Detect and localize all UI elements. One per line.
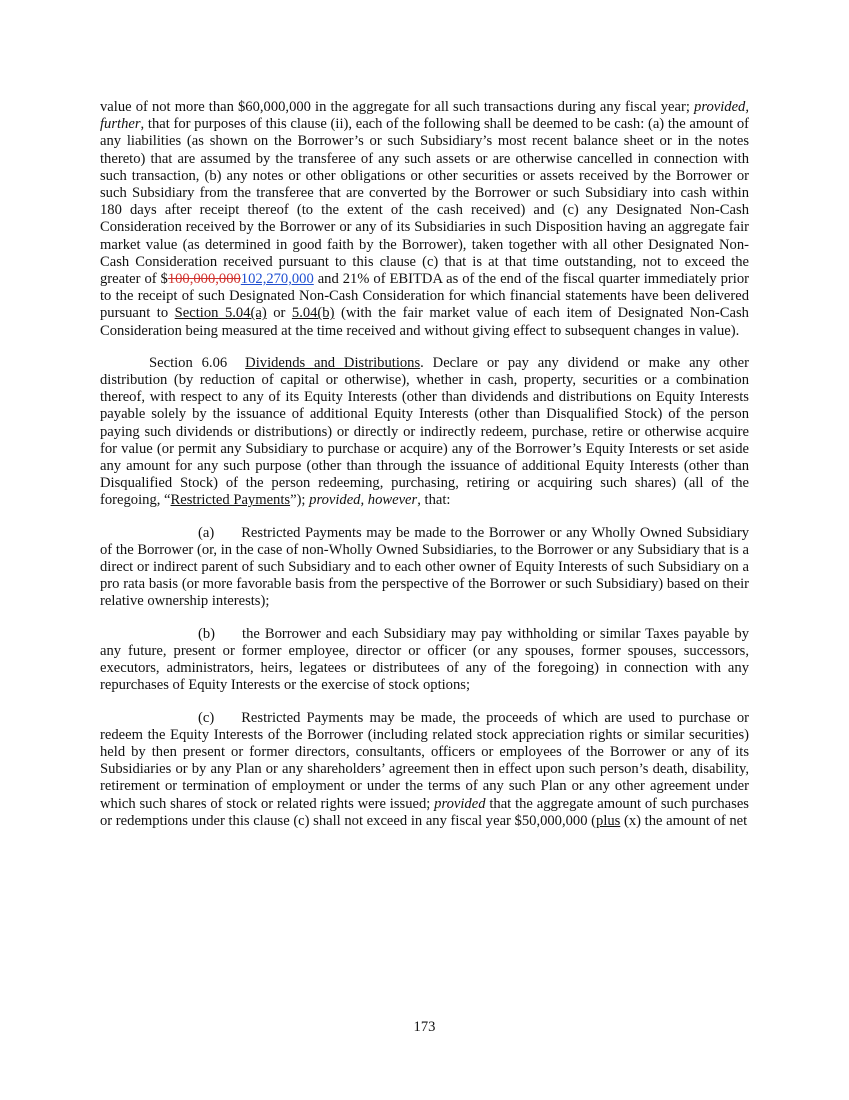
italic-run: provided, however: [309, 492, 418, 509]
clause-label: (a): [198, 524, 215, 541]
paragraph-noncash-consideration: [100, 99, 749, 340]
document-page: [100, 99, 749, 845]
clause-text: (x) the amount of net: [620, 812, 748, 829]
clause-c-paragraph: [100, 710, 749, 830]
clause-text: that the aggregate amount of such purchases or redemptions under this clause (c) shall not exceed in any fiscal year $50,000,000 (: [100, 795, 749, 829]
text-run: and 21% of EBITDA as of the end of the fiscal quarter immediately prior to the receipt of such Designated Non-Cash Consideration for which financial statements have been delivered pursuant to: [100, 271, 749, 322]
clause-a-paragraph: [100, 525, 749, 611]
text-run: or: [266, 305, 292, 322]
section-reference-5-04-b: 5.04(b): [291, 305, 335, 322]
page-number: 173: [413, 1019, 436, 1035]
underlined-term: plus: [596, 812, 621, 829]
clause-text: Restricted Payments may be made, the proceeds of which are used to purchase or redeem the Equity Interests of the Borrower (including related stock appreciation rights or similar securities) held by then present or former directors, consultants, officers or employees of the Borrower or any of its Subsidiaries or by any Plan or any shareholders’ agreement then in effect upon such person’s death, disability, retirement or termination of employment or under the terms of any such Plan or any other agreement under which such shares of stock or related rights were issued;: [100, 709, 749, 812]
text-run: (with the fair market value of each item of Designated Non-Cash Consideration being measured at the time received and without giving effect to subsequent changes in value).: [100, 305, 749, 339]
section-number: Section 6.06: [149, 354, 228, 371]
inserted-amount: 102,270,000: [240, 271, 314, 288]
text-run: . Declare or pay any dividend or make any other distribution (by reduction of capital or otherwise), whether in cash, property, securities or a combination thereof, with respect to any of its Equity Interests (other than dividends and distributions on Equity Interests payable solely by the issuance of additional Equity Interests (other than Disqualified Stock) of the person paying such dividends or distributions) or directly or indirectly redeem, purchase, retire or otherwise acquire for value (or permit any Subsidiary to purchase or acquire) any of the Borrower’s Equity Interests or set aside any amount for any such purpose (other than through the issuance of additional Equity Interests (other than Disqualified Stock) of the person redeeming, purchasing, retiring or acquiring such shares) (all of the foregoing, “: [100, 354, 749, 509]
clause-b-paragraph: [100, 626, 749, 695]
text-run: ”);: [290, 492, 310, 509]
section-reference-5-04-a: Section 5.04(a): [174, 305, 267, 322]
defined-term: Restricted Payments: [170, 492, 291, 509]
deleted-amount: 100,000,000: [167, 271, 241, 288]
text-run: , that:: [417, 492, 451, 509]
text-run: , that for purposes of this clause (ii), each of the following shall be deemed to be cash: (a) the amount of any liabilities (as shown on the Borrower’s or such Subsidiary’s most recent balance sheet or in the notes thereto) that are assumed by the transferee of any such assets or are otherwise cancelled in connection with such transaction, (b) any notes or other obligations or other securities or assets received by the Borrower or such Subsidiary from the transferee that are converted by the Borrower or such Subsidiary into cash within 180 days after receipt thereof (to the extent of the cash received) and (c) any Designated Non-Cash Consideration received by the Borrower or any of its Subsidiaries in such Disposition having an aggregate fair market value (as determined in good faith by the Borrower), taken together with all other Designated Non-Cash Consideration received pursuant to this clause (c) that is at that time outstanding, not to exceed the greater of $: [100, 116, 749, 288]
section-title: Dividends and Distributions: [245, 354, 421, 371]
section-6-06-paragraph: [100, 355, 749, 510]
clause-label: (c): [198, 709, 215, 726]
italic-run: provided: [434, 795, 486, 812]
clause-text: Restricted Payments may be made to the Borrower or any Wholly Owned Subsidiary of the Borrower (or, in the case of non-Wholly Owned Subsidiaries, to the Borrower or any Subsidiary that is a direct or indirect parent of such Subsidiary and to each other owner of Equity Interests of such Subsidiary on a pro rata basis (or more favorable basis from the perspective of the Borrower or such Subsidiary) based on their relative ownership interests);: [100, 524, 749, 610]
clause-text: the Borrower and each Subsidiary may pay withholding or similar Taxes payable by any future, present or former employee, director or officer (or any spouses, former spouses, successors, executors, administrators, heirs, legatees or distributees of any of the foregoing) in connection with any repurchases of Equity Interests or the exercise of stock options;: [100, 625, 749, 694]
italic-run: provided, further: [100, 99, 749, 133]
clause-label: (b): [198, 625, 216, 642]
text-run: value of not more than $60,000,000 in the aggregate for all such transactions during any fiscal year;: [100, 99, 695, 115]
